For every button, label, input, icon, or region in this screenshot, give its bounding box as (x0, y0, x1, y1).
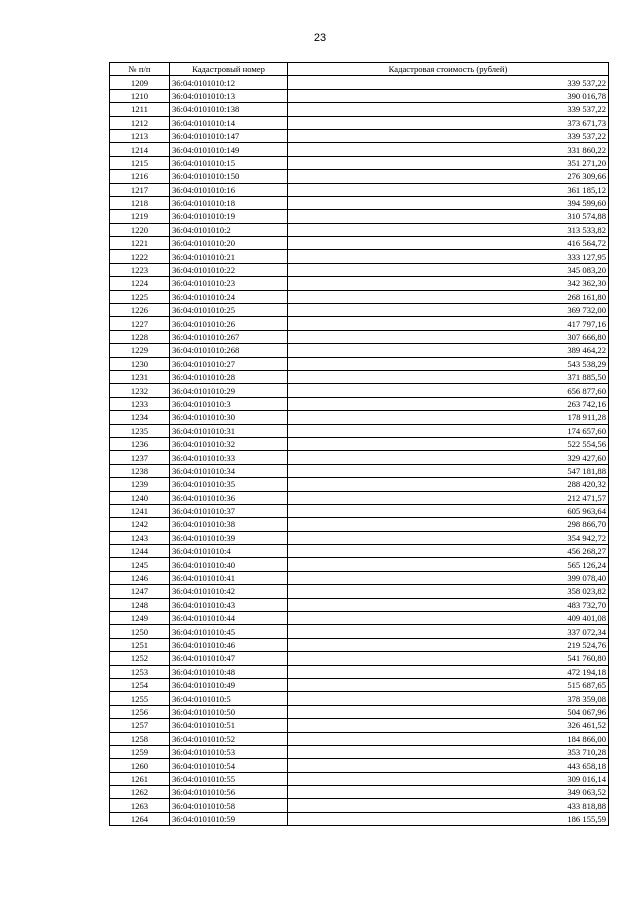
cell-cadastral-number: 36:04:0101010:45 (170, 625, 288, 638)
cell-cadastral-number: 36:04:0101010:12 (170, 76, 288, 89)
cell-cadastral-value: 263 742,16 (288, 397, 609, 410)
cell-row-number: 1216 (110, 170, 170, 183)
cell-cadastral-number: 36:04:0101010:49 (170, 678, 288, 691)
cell-row-number: 1244 (110, 545, 170, 558)
table-row (110, 719, 609, 732)
cell-row-number: 1262 (110, 786, 170, 799)
cell-cadastral-number: 36:04:0101010:3 (170, 397, 288, 410)
cell-cadastral-number: 36:04:0101010:51 (170, 719, 288, 732)
cell-row-number: 1260 (110, 759, 170, 772)
table-row (110, 812, 609, 825)
cell-cadastral-value: 351 271,20 (288, 156, 609, 169)
cell-row-number: 1261 (110, 772, 170, 785)
table-row (110, 370, 609, 383)
cell-row-number: 1217 (110, 183, 170, 196)
cell-cadastral-number: 36:04:0101010:28 (170, 370, 288, 383)
table-row (110, 344, 609, 357)
cell-cadastral-number: 36:04:0101010:20 (170, 237, 288, 250)
table-row (110, 76, 609, 89)
cell-cadastral-value: 389 464,22 (288, 344, 609, 357)
cell-cadastral-number: 36:04:0101010:24 (170, 290, 288, 303)
table-row (110, 263, 609, 276)
cell-cadastral-value: 298 866,70 (288, 518, 609, 531)
cell-cadastral-number: 36:04:0101010:39 (170, 531, 288, 544)
cell-cadastral-value: 178 911,28 (288, 411, 609, 424)
table-row (110, 116, 609, 129)
table-row (110, 745, 609, 758)
cell-row-number: 1221 (110, 237, 170, 250)
cell-cadastral-number: 36:04:0101010:147 (170, 129, 288, 142)
cell-row-number: 1238 (110, 464, 170, 477)
cell-cadastral-number: 36:04:0101010:26 (170, 317, 288, 330)
table-row (110, 156, 609, 169)
cell-cadastral-number: 36:04:0101010:43 (170, 598, 288, 611)
cell-cadastral-value: 522 554,56 (288, 437, 609, 450)
cell-cadastral-value: 565 126,24 (288, 558, 609, 571)
page-number: 23 (313, 32, 327, 44)
table-row (110, 397, 609, 410)
cell-cadastral-value: 345 083,20 (288, 263, 609, 276)
cell-cadastral-value: 541 760,80 (288, 652, 609, 665)
cell-row-number: 1220 (110, 223, 170, 236)
cell-cadastral-number: 36:04:0101010:46 (170, 638, 288, 651)
header-row-number: № п/п (110, 63, 170, 76)
cell-cadastral-number: 36:04:0101010:54 (170, 759, 288, 772)
cell-cadastral-value: 369 732,00 (288, 304, 609, 317)
table-row (110, 612, 609, 625)
cell-row-number: 1239 (110, 478, 170, 491)
table-row (110, 786, 609, 799)
table-row (110, 424, 609, 437)
cell-cadastral-value: 399 078,40 (288, 571, 609, 584)
cell-cadastral-value: 378 359,08 (288, 692, 609, 705)
cell-cadastral-value: 310 574,88 (288, 210, 609, 223)
cell-cadastral-value: 331 860,22 (288, 143, 609, 156)
table-row (110, 237, 609, 250)
cell-cadastral-value: 483 732,70 (288, 598, 609, 611)
cell-row-number: 1237 (110, 451, 170, 464)
table-row (110, 143, 609, 156)
table-row (110, 665, 609, 678)
cell-row-number: 1241 (110, 504, 170, 517)
cell-cadastral-value: 288 420,32 (288, 478, 609, 491)
cell-cadastral-number: 36:04:0101010:52 (170, 732, 288, 745)
cell-row-number: 1223 (110, 263, 170, 276)
cadastral-value-table (109, 62, 609, 826)
cell-cadastral-number: 36:04:0101010:31 (170, 424, 288, 437)
cell-cadastral-number: 36:04:0101010:42 (170, 585, 288, 598)
cell-row-number: 1234 (110, 411, 170, 424)
table-row (110, 437, 609, 450)
cell-cadastral-value: 390 016,78 (288, 89, 609, 102)
cell-row-number: 1236 (110, 437, 170, 450)
cell-cadastral-number: 36:04:0101010:4 (170, 545, 288, 558)
cell-cadastral-number: 36:04:0101010:58 (170, 799, 288, 812)
cell-cadastral-number: 36:04:0101010:37 (170, 504, 288, 517)
cell-cadastral-number: 36:04:0101010:50 (170, 705, 288, 718)
cell-cadastral-value: 309 016,14 (288, 772, 609, 785)
cell-cadastral-number: 36:04:0101010:15 (170, 156, 288, 169)
cell-cadastral-value: 186 155,59 (288, 812, 609, 825)
cell-cadastral-number: 36:04:0101010:38 (170, 518, 288, 531)
table-row (110, 196, 609, 209)
cell-row-number: 1247 (110, 585, 170, 598)
table-row (110, 411, 609, 424)
cell-cadastral-value: 371 885,50 (288, 370, 609, 383)
cell-cadastral-value: 373 671,73 (288, 116, 609, 129)
cell-cadastral-number: 36:04:0101010:27 (170, 357, 288, 370)
cell-row-number: 1246 (110, 571, 170, 584)
cell-row-number: 1259 (110, 745, 170, 758)
cell-cadastral-value: 339 537,22 (288, 103, 609, 116)
cell-cadastral-number: 36:04:0101010:34 (170, 464, 288, 477)
cell-cadastral-value: 174 657,60 (288, 424, 609, 437)
table-row (110, 223, 609, 236)
table-row (110, 504, 609, 517)
cell-cadastral-number: 36:04:0101010:36 (170, 491, 288, 504)
cell-cadastral-number: 36:04:0101010:23 (170, 277, 288, 290)
cell-row-number: 1219 (110, 210, 170, 223)
cell-cadastral-value: 313 533,82 (288, 223, 609, 236)
cell-cadastral-number: 36:04:0101010:44 (170, 612, 288, 625)
table-row (110, 571, 609, 584)
cell-cadastral-number: 36:04:0101010:47 (170, 652, 288, 665)
cell-row-number: 1212 (110, 116, 170, 129)
table-row (110, 89, 609, 102)
cell-cadastral-number: 36:04:0101010:30 (170, 411, 288, 424)
cell-cadastral-value: 353 710,28 (288, 745, 609, 758)
cell-cadastral-number: 36:04:0101010:21 (170, 250, 288, 263)
cell-cadastral-number: 36:04:0101010:150 (170, 170, 288, 183)
cell-row-number: 1226 (110, 304, 170, 317)
cell-row-number: 1214 (110, 143, 170, 156)
cell-row-number: 1225 (110, 290, 170, 303)
cell-cadastral-number: 36:04:0101010:33 (170, 451, 288, 464)
cell-cadastral-value: 361 185,12 (288, 183, 609, 196)
cell-row-number: 1253 (110, 665, 170, 678)
cell-row-number: 1242 (110, 518, 170, 531)
cell-cadastral-value: 443 658,18 (288, 759, 609, 772)
cell-row-number: 1233 (110, 397, 170, 410)
cell-cadastral-value: 268 161,80 (288, 290, 609, 303)
table-header-row (110, 63, 609, 76)
cell-cadastral-number: 36:04:0101010:25 (170, 304, 288, 317)
cell-cadastral-number: 36:04:0101010:18 (170, 196, 288, 209)
cell-cadastral-value: 605 963,64 (288, 504, 609, 517)
cell-row-number: 1215 (110, 156, 170, 169)
table-row (110, 598, 609, 611)
table-row (110, 250, 609, 263)
cell-row-number: 1258 (110, 732, 170, 745)
cell-cadastral-number: 36:04:0101010:14 (170, 116, 288, 129)
cell-row-number: 1213 (110, 129, 170, 142)
cell-cadastral-value: 339 537,22 (288, 129, 609, 142)
cell-row-number: 1229 (110, 344, 170, 357)
header-cadastral-number: Кадастровый номер (170, 63, 288, 76)
cell-row-number: 1252 (110, 652, 170, 665)
cell-row-number: 1218 (110, 196, 170, 209)
table-row (110, 705, 609, 718)
cell-cadastral-value: 515 687,65 (288, 678, 609, 691)
cell-row-number: 1231 (110, 370, 170, 383)
table-row (110, 183, 609, 196)
cell-cadastral-value: 358 023,82 (288, 585, 609, 598)
cell-row-number: 1232 (110, 384, 170, 397)
table-row (110, 585, 609, 598)
cell-cadastral-number: 36:04:0101010:35 (170, 478, 288, 491)
table-row (110, 692, 609, 705)
cell-cadastral-number: 36:04:0101010:32 (170, 437, 288, 450)
cell-cadastral-number: 36:04:0101010:29 (170, 384, 288, 397)
cell-cadastral-value: 342 362,30 (288, 277, 609, 290)
cell-cadastral-number: 36:04:0101010:41 (170, 571, 288, 584)
cell-cadastral-number: 36:04:0101010:40 (170, 558, 288, 571)
cell-row-number: 1249 (110, 612, 170, 625)
table-row (110, 277, 609, 290)
table-row (110, 357, 609, 370)
table-row (110, 799, 609, 812)
table-row (110, 478, 609, 491)
table-row (110, 290, 609, 303)
table-row (110, 625, 609, 638)
cell-cadastral-value: 656 877,60 (288, 384, 609, 397)
table-row (110, 518, 609, 531)
cell-cadastral-value: 339 537,22 (288, 76, 609, 89)
cell-cadastral-value: 417 797,16 (288, 317, 609, 330)
table-row (110, 531, 609, 544)
cell-cadastral-number: 36:04:0101010:56 (170, 786, 288, 799)
cell-cadastral-value: 472 194,18 (288, 665, 609, 678)
cell-cadastral-value: 543 538,29 (288, 357, 609, 370)
cell-row-number: 1228 (110, 330, 170, 343)
table-row (110, 304, 609, 317)
cell-cadastral-value: 307 666,80 (288, 330, 609, 343)
table-row (110, 317, 609, 330)
cell-row-number: 1248 (110, 598, 170, 611)
table-row (110, 678, 609, 691)
cell-row-number: 1254 (110, 678, 170, 691)
table-row (110, 772, 609, 785)
cell-cadastral-value: 394 599,60 (288, 196, 609, 209)
cell-row-number: 1255 (110, 692, 170, 705)
cell-cadastral-value: 456 268,27 (288, 545, 609, 558)
cell-row-number: 1263 (110, 799, 170, 812)
table-row (110, 558, 609, 571)
cell-cadastral-number: 36:04:0101010:149 (170, 143, 288, 156)
cell-cadastral-value: 504 067,96 (288, 705, 609, 718)
table-row (110, 732, 609, 745)
cell-cadastral-value: 276 309,66 (288, 170, 609, 183)
cell-cadastral-value: 547 181,88 (288, 464, 609, 477)
cell-row-number: 1245 (110, 558, 170, 571)
cell-cadastral-value: 337 072,34 (288, 625, 609, 638)
table-row (110, 103, 609, 116)
table-row (110, 545, 609, 558)
cell-cadastral-value: 409 401,08 (288, 612, 609, 625)
cell-row-number: 1222 (110, 250, 170, 263)
cell-cadastral-value: 433 818,88 (288, 799, 609, 812)
cell-cadastral-value: 329 427,60 (288, 451, 609, 464)
cell-row-number: 1250 (110, 625, 170, 638)
table-row (110, 464, 609, 477)
cell-cadastral-value: 326 461,52 (288, 719, 609, 732)
cell-row-number: 1210 (110, 89, 170, 102)
cell-cadastral-number: 36:04:0101010:48 (170, 665, 288, 678)
cell-cadastral-number: 36:04:0101010:16 (170, 183, 288, 196)
table-row (110, 491, 609, 504)
cell-cadastral-value: 416 564,72 (288, 237, 609, 250)
cell-row-number: 1230 (110, 357, 170, 370)
cell-row-number: 1209 (110, 76, 170, 89)
cell-cadastral-number: 36:04:0101010:55 (170, 772, 288, 785)
cell-cadastral-value: 212 471,57 (288, 491, 609, 504)
table-row (110, 129, 609, 142)
table-row (110, 210, 609, 223)
cell-row-number: 1211 (110, 103, 170, 116)
cell-cadastral-number: 36:04:0101010:268 (170, 344, 288, 357)
header-cadastral-value: Кадастровая стоимость (рублей) (288, 63, 609, 76)
cell-row-number: 1224 (110, 277, 170, 290)
cell-cadastral-number: 36:04:0101010:22 (170, 263, 288, 276)
cell-row-number: 1243 (110, 531, 170, 544)
cell-cadastral-value: 349 063,52 (288, 786, 609, 799)
cell-row-number: 1240 (110, 491, 170, 504)
cell-cadastral-number: 36:04:0101010:138 (170, 103, 288, 116)
cell-cadastral-value: 219 524,76 (288, 638, 609, 651)
cell-row-number: 1251 (110, 638, 170, 651)
table-row (110, 170, 609, 183)
cell-cadastral-number: 36:04:0101010:53 (170, 745, 288, 758)
table-row (110, 330, 609, 343)
table-row (110, 759, 609, 772)
cell-cadastral-number: 36:04:0101010:267 (170, 330, 288, 343)
cell-cadastral-number: 36:04:0101010:2 (170, 223, 288, 236)
table-row (110, 638, 609, 651)
cell-cadastral-number: 36:04:0101010:13 (170, 89, 288, 102)
cell-cadastral-value: 333 127,95 (288, 250, 609, 263)
table-row (110, 652, 609, 665)
cell-row-number: 1235 (110, 424, 170, 437)
table-row (110, 384, 609, 397)
cell-row-number: 1227 (110, 317, 170, 330)
cell-row-number: 1256 (110, 705, 170, 718)
cell-cadastral-number: 36:04:0101010:19 (170, 210, 288, 223)
cell-cadastral-number: 36:04:0101010:59 (170, 812, 288, 825)
table-row (110, 451, 609, 464)
cell-row-number: 1264 (110, 812, 170, 825)
cell-cadastral-value: 184 866,00 (288, 732, 609, 745)
cell-cadastral-value: 354 942,72 (288, 531, 609, 544)
cell-cadastral-number: 36:04:0101010:5 (170, 692, 288, 705)
cell-row-number: 1257 (110, 719, 170, 732)
